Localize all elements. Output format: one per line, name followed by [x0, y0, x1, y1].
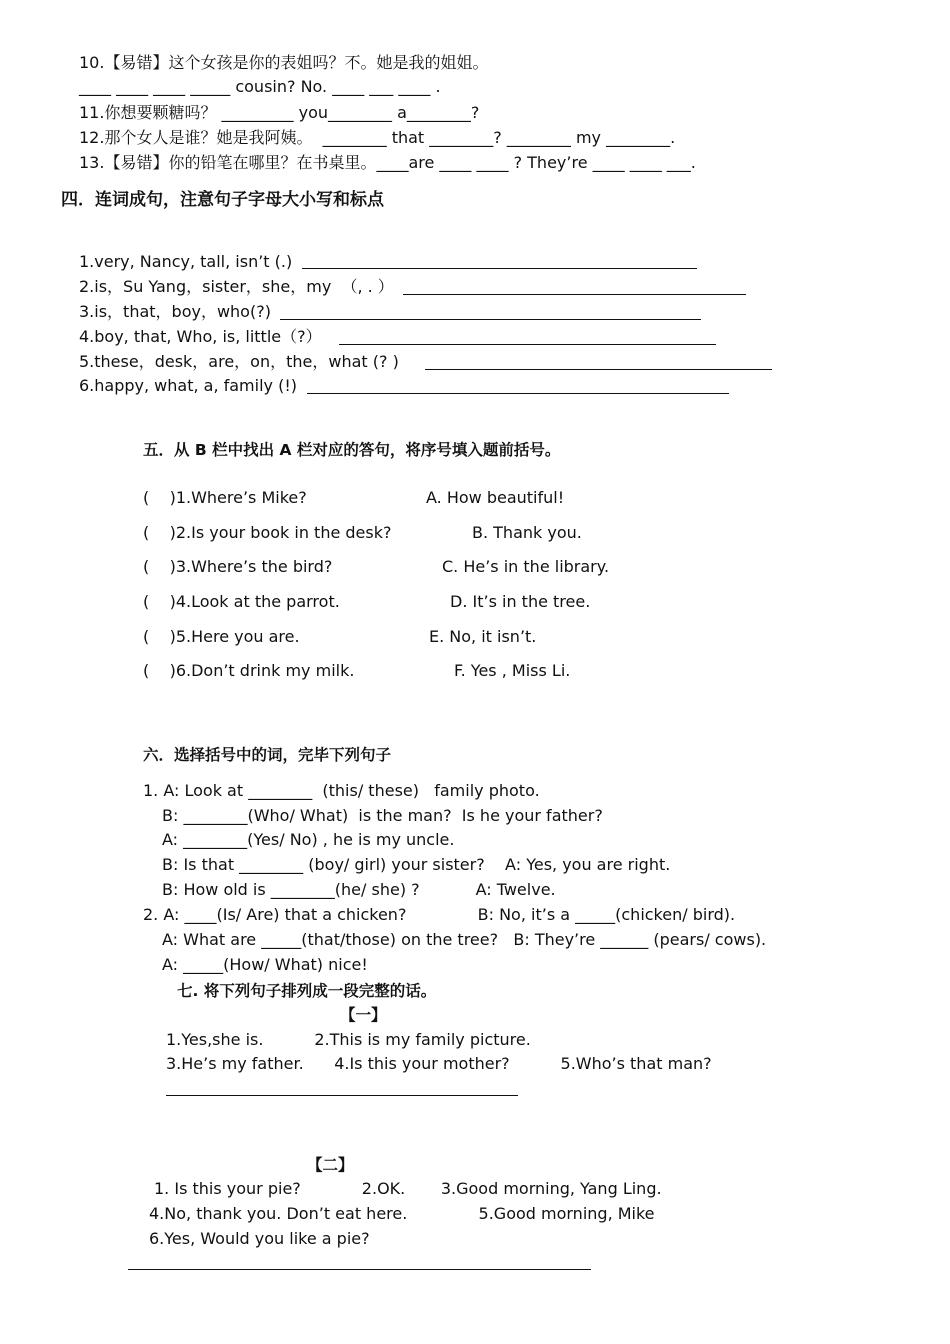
- answer-line: [307, 393, 729, 394]
- s5-left-6: ( )6.Don’t drink my milk.: [143, 661, 355, 680]
- s4-item-6: 6.happy, what, a, family (!): [79, 376, 297, 395]
- p1-line-1: 1.Yes,she is. 2.This is my family picture.: [166, 1030, 531, 1049]
- q12: 12.那个女人是谁？她是我阿姨。 ________ that ________? ________ my ________.: [79, 128, 676, 147]
- answer-line: [425, 369, 772, 370]
- answer-line: [166, 1095, 518, 1096]
- p2-line-3: 6.Yes, Would you like a pie?: [149, 1229, 370, 1248]
- s4-item-1: 1.very, Nancy, tall, isn’t (.): [79, 252, 293, 271]
- answer-line: [302, 268, 697, 269]
- part-1-label: 【一】: [340, 1006, 387, 1024]
- s6-line-3: A: ________(Yes/ No) , he is my uncle.: [162, 830, 455, 849]
- answer-line: [280, 319, 701, 320]
- s6-line-7: A: What are _____(that/those) on the tree? B: They’re ______ (pears/ cows).: [162, 930, 767, 949]
- section-6-title: 六．选择括号中的词，完毕下列句子: [143, 746, 392, 764]
- s5-right-a: A. How beautiful!: [426, 488, 565, 507]
- section-7-title: 七. 将下列句子排列成一段完整的话。: [177, 982, 437, 1000]
- answer-line: [339, 344, 716, 345]
- p1-line-2: 3.He’s my father. 4.Is this your mother? 5.Who’s that man?: [166, 1054, 712, 1073]
- s5-right-d: D. It’s in the tree.: [450, 592, 591, 611]
- s6-line-5: B: How old is ________(he/ she) ? A: Twelve.: [162, 880, 556, 899]
- s5-left-4: ( )4.Look at the parrot.: [143, 592, 340, 611]
- s5-left-2: ( )2.Is your book in the desk?: [143, 523, 392, 542]
- s5-right-b: B. Thank you.: [472, 523, 582, 542]
- s5-left-5: ( )5.Here you are.: [143, 627, 300, 646]
- p2-line-2: 4.No, thank you. Don’t eat here. 5.Good morning, Mike: [149, 1204, 655, 1223]
- section-4-title: 四．连词成句，注意句子字母大小写和标点: [61, 190, 384, 210]
- q13: 13.【易错】你的铅笔在哪里？在书桌里。____are ____ ____ ? They’re ____ ____ ___.: [79, 153, 696, 172]
- s5-right-c: C. He’s in the library.: [442, 557, 610, 576]
- s5-right-e: E. No, it isn’t.: [429, 627, 537, 646]
- answer-line: [128, 1269, 591, 1270]
- q10-chinese: 10.【易错】这个女孩是你的表姐吗？不。她是我的姐姐。: [79, 53, 489, 72]
- s5-left-1: ( )1.Where’s Mike?: [143, 488, 307, 507]
- q11: 11.你想要颗糖吗？ _________ you________ a________?: [79, 103, 480, 122]
- s6-line-8: A: _____(How/ What) nice!: [162, 955, 368, 974]
- s4-item-4: 4.boy, that, Who, is, little（?）: [79, 327, 322, 346]
- q10-english: ____ ____ ____ _____ cousin? No. ____ ___ ____ .: [79, 77, 441, 96]
- s4-item-5: 5.these，desk，are，on，the，what (? ): [79, 352, 399, 371]
- section-5-title: 五．从 B 栏中找出 A 栏对应的答句，将序号填入题前括号。: [143, 441, 561, 459]
- s4-item-2: 2.is，Su Yang，sister，she，my （, . ）: [79, 277, 394, 296]
- part-2-label: 【二】: [307, 1156, 354, 1174]
- s6-line-6: 2. A: ____(Is/ Are) that a chicken? B: No, it’s a _____(chicken/ bird).: [143, 905, 736, 924]
- s5-right-f: F. Yes , Miss Li.: [454, 661, 571, 680]
- s6-line-4: B: Is that ________ (boy/ girl) your sister? A: Yes, you are right.: [162, 855, 671, 874]
- p2-line-1: 1. Is this your pie? 2.OK. 3.Good morning, Yang Ling.: [154, 1179, 662, 1198]
- s5-left-3: ( )3.Where’s the bird?: [143, 557, 333, 576]
- s6-line-2: B: ________(Who/ What) is the man? Is he your father?: [162, 806, 603, 825]
- s4-item-3: 3.is，that，boy，who(?): [79, 302, 271, 321]
- s6-line-1: 1. A: Look at ________ (this/ these) family photo.: [143, 781, 540, 800]
- answer-line: [403, 294, 746, 295]
